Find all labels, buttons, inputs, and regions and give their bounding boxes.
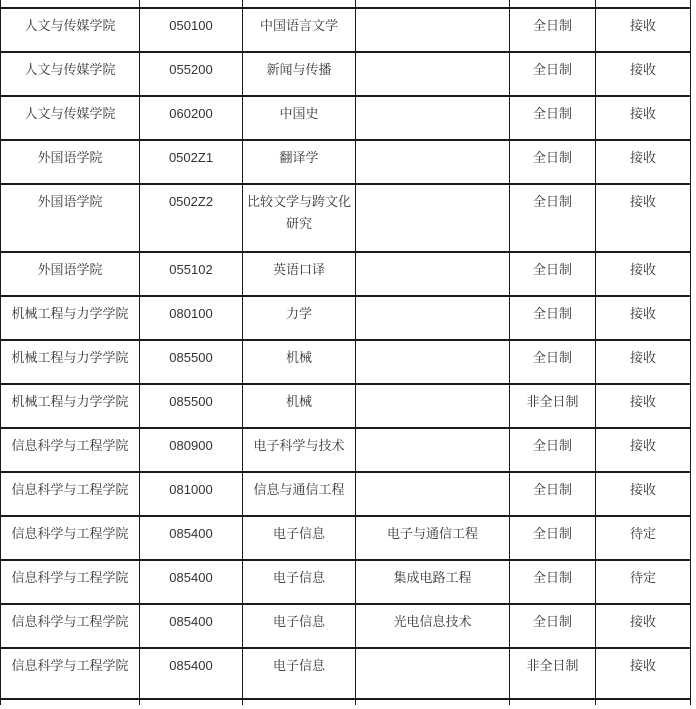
cell-major: 力学 (243, 296, 356, 340)
table-row (1, 516, 691, 560)
cell-direction (356, 0, 510, 8)
cell-college (1, 699, 140, 705)
cell-direction: 集成电路工程 (356, 560, 510, 604)
cell-study-mode: 全日制 (510, 140, 596, 184)
cell-code: 080900 (140, 428, 243, 472)
cell-major: 英语口译 (243, 252, 356, 296)
table-row (1, 340, 691, 384)
cell-status: 接收 (596, 52, 691, 96)
table-row (1, 252, 691, 296)
cell-code: 085400 (140, 516, 243, 560)
cell-college: 外国语学院 (1, 252, 140, 296)
cell-direction (356, 252, 510, 296)
cell-direction (356, 140, 510, 184)
cell-direction (356, 52, 510, 96)
cell-code: 080100 (140, 296, 243, 340)
cell-study-mode (510, 699, 596, 705)
cell-study-mode (510, 0, 596, 8)
cell-status: 接收 (596, 140, 691, 184)
cell-status: 待定 (596, 560, 691, 604)
cell-direction (356, 648, 510, 699)
cell-study-mode: 全日制 (510, 560, 596, 604)
cell-study-mode: 全日制 (510, 296, 596, 340)
cell-code: 085400 (140, 648, 243, 699)
cell-code: 050100 (140, 8, 243, 52)
cell-college: 信息科学与工程学院 (1, 428, 140, 472)
cell-major: 电子信息 (243, 560, 356, 604)
cell-code: 0502Z2 (140, 184, 243, 252)
cell-college: 机械工程与力学学院 (1, 384, 140, 428)
cell-college: 人文与传媒学院 (1, 8, 140, 52)
cell-code (140, 0, 243, 8)
cell-status: 接收 (596, 472, 691, 516)
cell-major: 机械 (243, 340, 356, 384)
table-row (1, 184, 691, 252)
cell-study-mode: 全日制 (510, 52, 596, 96)
cell-status: 接收 (596, 184, 691, 252)
cell-code: 055200 (140, 52, 243, 96)
cell-status: 接收 (596, 96, 691, 140)
cell-major (243, 0, 356, 8)
cell-status: 接收 (596, 340, 691, 384)
cell-major: 电子信息 (243, 648, 356, 699)
table-row (1, 96, 691, 140)
cell-code: 081000 (140, 472, 243, 516)
cell-code: 085500 (140, 340, 243, 384)
table-row (1, 560, 691, 604)
table-row (1, 384, 691, 428)
partial-row-top (1, 0, 691, 8)
cell-status: 接收 (596, 604, 691, 648)
cell-direction (356, 184, 510, 252)
cell-study-mode: 全日制 (510, 516, 596, 560)
cell-code: 060200 (140, 96, 243, 140)
cell-status: 接收 (596, 252, 691, 296)
cell-major: 比较文学与跨文化研究 (243, 184, 356, 252)
cell-college: 机械工程与力学学院 (1, 340, 140, 384)
cell-college: 机械工程与力学学院 (1, 296, 140, 340)
cell-code: 055102 (140, 252, 243, 296)
cell-college (1, 0, 140, 8)
table-row (1, 472, 691, 516)
cell-college: 信息科学与工程学院 (1, 472, 140, 516)
cell-direction (356, 699, 510, 705)
cell-college: 人文与传媒学院 (1, 96, 140, 140)
cell-status: 接收 (596, 428, 691, 472)
cell-code (140, 699, 243, 705)
cell-college: 外国语学院 (1, 184, 140, 252)
cell-study-mode: 全日制 (510, 184, 596, 252)
cell-major: 翻译学 (243, 140, 356, 184)
table-row (1, 604, 691, 648)
table-row (1, 648, 691, 699)
cell-major: 新闻与传播 (243, 52, 356, 96)
cell-status (596, 699, 691, 705)
cell-major: 电子信息 (243, 516, 356, 560)
partial-row-bottom (1, 699, 691, 705)
cell-study-mode: 全日制 (510, 96, 596, 140)
table-row (1, 52, 691, 96)
cell-direction: 光电信息技术 (356, 604, 510, 648)
cell-direction (356, 296, 510, 340)
cell-status (596, 0, 691, 8)
cell-major: 中国语言文学 (243, 8, 356, 52)
cell-major: 电子科学与技术 (243, 428, 356, 472)
cell-direction (356, 472, 510, 516)
cell-college: 信息科学与工程学院 (1, 604, 140, 648)
cell-direction (356, 384, 510, 428)
cell-code: 0502Z1 (140, 140, 243, 184)
cell-major: 中国史 (243, 96, 356, 140)
cell-direction: 电子与通信工程 (356, 516, 510, 560)
cell-major (243, 699, 356, 705)
cell-direction (356, 340, 510, 384)
cell-status: 待定 (596, 516, 691, 560)
cell-status: 接收 (596, 384, 691, 428)
cell-college: 外国语学院 (1, 140, 140, 184)
cell-code: 085500 (140, 384, 243, 428)
cell-direction (356, 96, 510, 140)
cell-direction (356, 8, 510, 52)
cell-study-mode: 全日制 (510, 604, 596, 648)
cell-code: 085400 (140, 604, 243, 648)
cell-major: 电子信息 (243, 604, 356, 648)
cell-study-mode: 全日制 (510, 472, 596, 516)
cell-status: 接收 (596, 296, 691, 340)
table-row (1, 8, 691, 52)
cell-study-mode: 非全日制 (510, 648, 596, 699)
cell-study-mode: 全日制 (510, 8, 596, 52)
cell-study-mode: 非全日制 (510, 384, 596, 428)
table-row (1, 140, 691, 184)
cell-college: 信息科学与工程学院 (1, 516, 140, 560)
cell-study-mode: 全日制 (510, 428, 596, 472)
cell-major: 信息与通信工程 (243, 472, 356, 516)
cell-study-mode: 全日制 (510, 340, 596, 384)
table-row (1, 296, 691, 340)
cell-major: 机械 (243, 384, 356, 428)
table-row (1, 428, 691, 472)
cell-college: 信息科学与工程学院 (1, 648, 140, 699)
cell-college: 人文与传媒学院 (1, 52, 140, 96)
cell-status: 接收 (596, 8, 691, 52)
cell-study-mode: 全日制 (510, 252, 596, 296)
cell-direction (356, 428, 510, 472)
cell-status: 接收 (596, 648, 691, 699)
cell-college: 信息科学与工程学院 (1, 560, 140, 604)
cell-code: 085400 (140, 560, 243, 604)
